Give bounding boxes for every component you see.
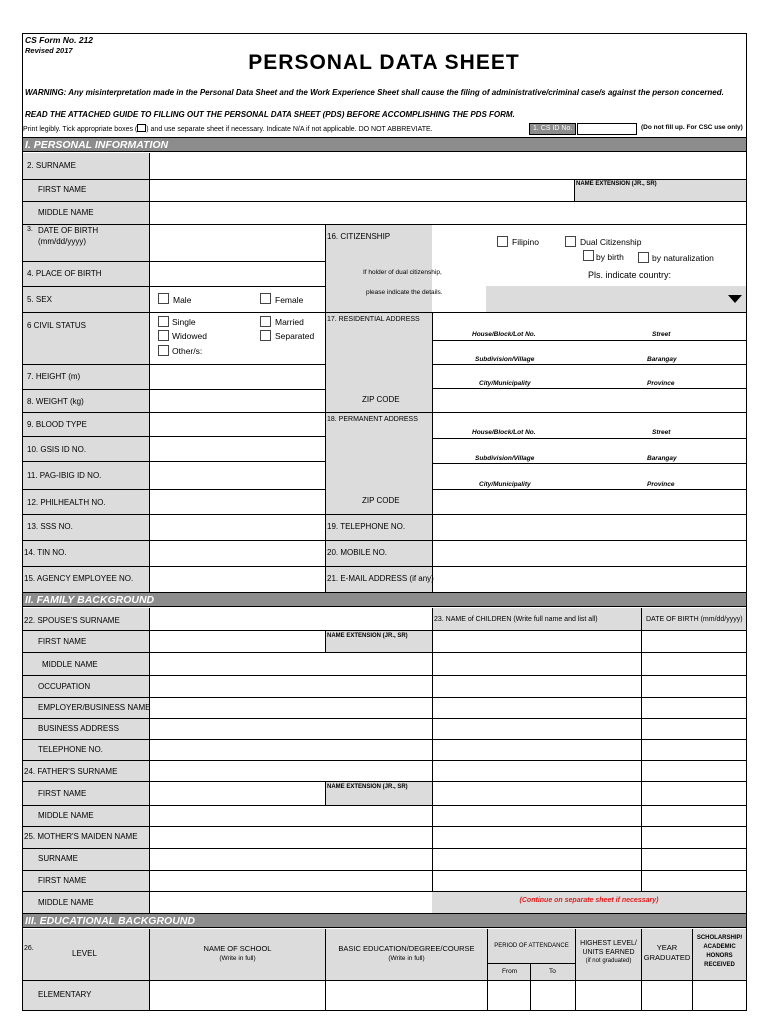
highest-level-header: HIGHEST LEVEL/ UNITS EARNED (if not graduated): [580, 940, 637, 964]
res-zipcode-input[interactable]: [434, 390, 745, 411]
spouse-telephone-label: TELEPHONE NO.: [38, 745, 103, 754]
mobile-label: 20. MOBILE NO.: [327, 548, 388, 557]
agency-no-input[interactable]: [151, 568, 323, 591]
res-street-label: Street: [652, 331, 671, 338]
father-middle-name-input[interactable]: [151, 807, 430, 825]
honors-header: SCHOLARSHIP/ ACADEMIC HONORS RECEIVED: [696, 935, 743, 968]
citizenship-label: 16. CITIZENSHIP: [327, 232, 391, 241]
email-label: 21. E-MAIL ADDRESS (if any): [327, 574, 434, 583]
pob-input[interactable]: [151, 263, 323, 285]
civil-widowed-checkbox[interactable]: [158, 330, 169, 341]
continue-note: (Continue on separate sheet if necessary): [519, 897, 659, 904]
perm-barangay-label: Barangay: [647, 455, 677, 462]
dob-label: DATE OF BIRTH: [38, 226, 99, 235]
philhealth-label: 12. PHILHEALTH NO.: [27, 498, 106, 507]
pob-label: 4. PLACE OF BIRTH: [27, 269, 102, 278]
dual-note-2: please indicate the details.: [366, 289, 443, 296]
blood-type-input[interactable]: [151, 414, 323, 435]
employer-input[interactable]: [151, 699, 430, 717]
spouse-surname-input[interactable]: [151, 610, 430, 629]
sex-female-checkbox[interactable]: [260, 293, 271, 304]
residential-address-label: 17. RESIDENTIAL ADDRESS: [327, 316, 420, 323]
perm-province-label: Province: [647, 481, 675, 488]
telephone-label: 19. TELEPHONE NO.: [327, 522, 406, 531]
period-to: To: [549, 968, 556, 975]
elementary-year-input[interactable]: [643, 982, 691, 1009]
citizenship-filipino-label: Filipino: [512, 237, 539, 247]
perm-zipcode-input[interactable]: [434, 491, 745, 513]
civil-others-label: Other/s:: [172, 346, 203, 356]
dual-by-birth-checkbox[interactable]: [583, 250, 594, 261]
mother-maiden-name-label: 25. MOTHER'S MAIDEN NAME: [24, 832, 138, 841]
spouse-name-ext-label: NAME EXTENSION (JR., SR): [327, 633, 408, 639]
blood-type-label: 9. BLOOD TYPE: [27, 420, 87, 429]
height-input[interactable]: [151, 366, 323, 388]
school-header: NAME OF SCHOOL: [203, 944, 272, 953]
civil-widowed-label: Widowed: [172, 331, 207, 341]
level-header: LEVEL: [72, 949, 97, 958]
section-educational-background: III. EDUCATIONAL BACKGROUND: [22, 913, 747, 928]
occupation-input[interactable]: [151, 677, 430, 696]
mother-middle-name-label: MIDDLE NAME: [38, 898, 94, 907]
spouse-first-name-input[interactable]: [151, 632, 323, 651]
tin-input[interactable]: [151, 542, 323, 565]
business-address-input[interactable]: [151, 720, 430, 738]
dob-input[interactable]: [151, 226, 323, 259]
elementary-school-input[interactable]: [151, 982, 323, 1009]
mother-surname-input[interactable]: [151, 850, 430, 869]
section-family-background: II. FAMILY BACKGROUND: [22, 592, 747, 607]
weight-input[interactable]: [151, 391, 323, 411]
middle-name-label: MIDDLE NAME: [38, 208, 94, 217]
page-title: PERSONAL DATA SHEET: [248, 51, 520, 74]
employer-label: EMPLOYER/BUSINESS NAME: [38, 703, 151, 712]
citizenship-dual-label: Dual Citizenship: [580, 237, 642, 247]
name-ext-label: NAME EXTENSION (JR., SR): [576, 181, 657, 187]
perm-house-label: House/Block/Lot No.: [472, 429, 536, 436]
res-province-label: Province: [647, 380, 675, 387]
permanent-address-label: 18. PERMANENT ADDRESS: [327, 416, 418, 423]
gsis-input[interactable]: [151, 438, 323, 460]
father-surname-input[interactable]: [151, 762, 430, 780]
perm-city-label: City/Municipality: [479, 481, 531, 488]
mother-first-name-input[interactable]: [151, 872, 430, 890]
occupation-label: OCCUPATION: [38, 682, 91, 691]
elementary-label: ELEMENTARY: [38, 990, 92, 999]
civil-married-label: Married: [275, 317, 304, 327]
res-zipcode-label: ZIP CODE: [362, 395, 400, 404]
father-first-name-input[interactable]: [151, 783, 323, 804]
civil-single-label: Single: [172, 317, 196, 327]
first-name-label: FIRST NAME: [38, 185, 87, 194]
elementary-to-input[interactable]: [532, 982, 574, 1009]
perm-subdivision-label: Subdivision/Village: [475, 455, 535, 462]
civil-married-checkbox[interactable]: [260, 316, 271, 327]
elementary-honors-input[interactable]: [694, 982, 745, 1009]
civil-others-checkbox[interactable]: [158, 345, 169, 356]
tick-sample-box: [137, 124, 146, 132]
mother-first-name-label: FIRST NAME: [38, 876, 87, 885]
father-name-ext-label: NAME EXTENSION (JR., SR): [327, 784, 408, 790]
gsis-label: 10. GSIS ID NO.: [27, 445, 87, 454]
citizenship-dual-checkbox[interactable]: [565, 236, 576, 247]
res-subdivision-label: Subdivision/Village: [475, 356, 535, 363]
warning-text: WARNING: Any misinterpretation made in the Personal Data Sheet and the Work Experience Sheet shall cause the filing of administrative/criminal case/s against the person concerned.: [25, 88, 724, 97]
elementary-course-input[interactable]: [327, 982, 485, 1009]
course-sub-header: (Write in full): [388, 955, 425, 962]
period-header: PERIOD OF ATTENDANCE: [494, 943, 569, 949]
citizenship-filipino-checkbox[interactable]: [497, 236, 508, 247]
sss-label: 13. SSS NO.: [27, 522, 73, 531]
civil-single-checkbox[interactable]: [158, 316, 169, 327]
middle-name-input[interactable]: [151, 203, 745, 223]
children-dob-header: DATE OF BIRTH (mm/dd/yyyy): [646, 616, 743, 623]
res-house-label: House/Block/Lot No.: [472, 331, 536, 338]
agency-no-label: 15. AGENCY EMPLOYEE NO.: [24, 574, 134, 583]
civil-separated-checkbox[interactable]: [260, 330, 271, 341]
children-header: 23. NAME of CHILDREN (Write full name and list all): [434, 616, 598, 623]
surname-input[interactable]: [151, 155, 745, 178]
year-graduated-header: YEAR GRADUATED: [643, 943, 691, 962]
pagibig-input[interactable]: [151, 463, 323, 488]
father-surname-label: 24. FATHER'S SURNAME: [24, 767, 118, 776]
guide-text: READ THE ATTACHED GUIDE TO FILLING OUT THE PERSONAL DATA SHEET (PDS) BEFORE ACCOMPLISHING THE PDS FORM.: [25, 110, 515, 119]
label-column-bg-2: [325, 224, 432, 592]
dual-note-1: If holder of dual citizenship,: [363, 269, 442, 276]
course-header: BASIC EDUCATION/DEGREE/COURSE: [338, 944, 475, 953]
civil-separated-label: Separated: [275, 331, 315, 341]
pagibig-label: 11. PAG-IBIG ID NO.: [27, 471, 102, 480]
form-number: CS Form No. 212: [25, 35, 94, 45]
dual-by-birth-label: by birth: [596, 252, 624, 262]
weight-label: 8. WEIGHT (kg): [27, 397, 84, 406]
res-city-label: City/Municipality: [479, 380, 531, 387]
sex-male-label: Male: [173, 295, 192, 305]
dual-by-naturalization-checkbox[interactable]: [638, 252, 649, 263]
spouse-middle-name-label: MIDDLE NAME: [42, 660, 98, 669]
cs-id-input[interactable]: [577, 123, 637, 135]
period-from: From: [502, 968, 518, 975]
print-instructions: Print legibly. Tick appropriate boxes ( ) and use separate sheet if necessary. Indicate N/A if not applicable. DO NOT ABBREVIATE.: [23, 126, 433, 133]
sss-input[interactable]: [151, 516, 323, 539]
tin-label: 14. TIN NO.: [24, 548, 67, 557]
surname-label: 2. SURNAME: [27, 161, 76, 170]
father-middle-name-label: MIDDLE NAME: [38, 811, 94, 820]
csc-use-note: (Do not fill up. For CSC use only): [641, 124, 743, 131]
civil-status-label: 6 CIVIL STATUS: [27, 321, 86, 330]
section-personal-information: I. PERSONAL INFORMATION: [22, 137, 747, 152]
philhealth-input[interactable]: [151, 491, 323, 513]
sex-female-label: Female: [275, 295, 304, 305]
first-name-input[interactable]: [151, 181, 571, 200]
mobile-input[interactable]: [434, 542, 745, 565]
telephone-input[interactable]: [434, 516, 745, 539]
school-sub-header: (Write in full): [219, 955, 256, 962]
chevron-down-icon[interactable]: [728, 295, 742, 303]
spouse-first-name-label: FIRST NAME: [38, 637, 87, 646]
dob-num: 3.: [27, 226, 33, 233]
res-barangay-label: Barangay: [647, 356, 677, 363]
spouse-surname-label: 22. SPOUSE'S SURNAME: [24, 616, 120, 625]
father-first-name-label: FIRST NAME: [38, 789, 87, 798]
perm-street-label: Street: [652, 429, 671, 436]
mother-middle-name-input[interactable]: [151, 893, 430, 912]
country-select-bg[interactable]: [486, 286, 746, 312]
education-num: 26.: [24, 945, 34, 952]
sex-male-checkbox[interactable]: [158, 293, 169, 304]
dual-by-naturalization-label: by naturalization: [652, 253, 714, 263]
dob-format: (mm/dd/yyyy): [38, 237, 86, 246]
elementary-highest-input[interactable]: [577, 982, 640, 1009]
spouse-middle-name-input[interactable]: [151, 654, 430, 674]
cs-id-label: 1. CS ID No.: [529, 123, 576, 135]
mother-surname-label: SURNAME: [38, 854, 79, 863]
sex-label: 5. SEX: [27, 295, 52, 304]
perm-zipcode-label: ZIP CODE: [362, 496, 400, 505]
form-revised: Revised 2017: [25, 46, 73, 55]
email-input[interactable]: [434, 568, 745, 591]
height-label: 7. HEIGHT (m): [27, 372, 81, 381]
elementary-from-input[interactable]: [489, 982, 529, 1009]
business-address-label: BUSINESS ADDRESS: [38, 724, 119, 733]
spouse-telephone-input[interactable]: [151, 741, 430, 759]
pls-indicate-country: Pls. indicate country:: [588, 270, 672, 280]
